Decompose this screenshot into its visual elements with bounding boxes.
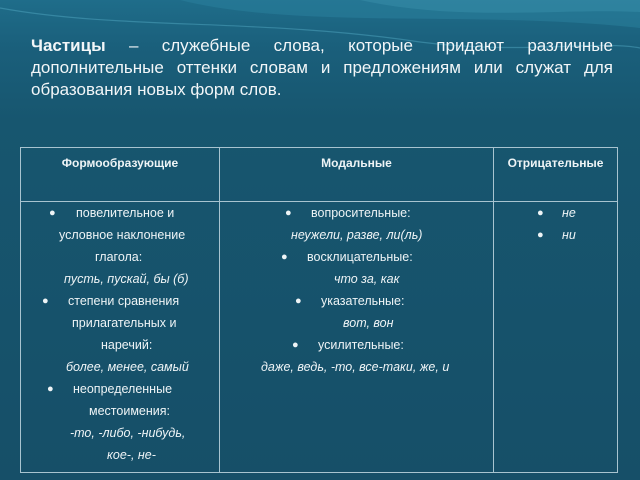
formative-item1-line3: глагола: bbox=[95, 250, 143, 264]
modal-item3-example: вот, вон bbox=[343, 316, 394, 330]
formative-item1-line1: повелительное и bbox=[76, 206, 175, 220]
particles-table bbox=[20, 147, 618, 473]
formative-item3-example2: кое-, не- bbox=[107, 448, 156, 462]
intro-term: Частицы bbox=[31, 36, 106, 55]
cell-negative bbox=[494, 202, 618, 473]
bullet-icon: ● bbox=[285, 207, 292, 219]
intro-paragraph bbox=[31, 35, 613, 101]
bullet-icon: ● bbox=[42, 295, 49, 307]
bullet-icon: ● bbox=[537, 229, 544, 241]
bullet-icon: ● bbox=[537, 207, 544, 219]
modal-item3: указательные: bbox=[321, 294, 405, 308]
modal-item1: вопросительные: bbox=[311, 206, 411, 220]
bullet-icon: ● bbox=[49, 207, 56, 219]
header-negative: Отрицательные bbox=[494, 148, 618, 202]
bullet-icon: ● bbox=[47, 383, 54, 395]
formative-item2-line2: прилагательных и bbox=[72, 316, 177, 330]
formative-item3-example1: -то, -либо, -нибудь, bbox=[70, 426, 186, 440]
bullet-icon: ● bbox=[281, 251, 288, 263]
formative-item1-example: пусть, пускай, бы (б) bbox=[64, 272, 189, 286]
bullet-icon: ● bbox=[292, 339, 299, 351]
formative-item3-line1: неопределенные bbox=[73, 382, 173, 396]
formative-item2-line1: степени сравнения bbox=[68, 294, 180, 308]
bullet-icon: ● bbox=[295, 295, 302, 307]
negative-item2: ни bbox=[562, 228, 576, 242]
modal-item4-example: даже, ведь, -то, все-таки, же, и bbox=[261, 360, 450, 374]
formative-item2-line3: наречий: bbox=[101, 338, 153, 352]
header-formative: Формообразующие bbox=[21, 148, 220, 202]
negative-item1: не bbox=[562, 206, 576, 220]
cell-modal bbox=[220, 202, 494, 473]
cell-formative bbox=[21, 202, 220, 473]
modal-item2-example: что за, как bbox=[334, 272, 400, 286]
intro-definition: – служебные слова, которые придают различные дополнительные оттенки словам и предложениям или служат для образования новых форм слов. bbox=[31, 36, 613, 99]
modal-item4: усилительные: bbox=[318, 338, 404, 352]
formative-item2-example: более, менее, самый bbox=[66, 360, 189, 374]
formative-item3-line2: местоимения: bbox=[89, 404, 170, 418]
modal-item1-example: неужели, разве, ли(ль) bbox=[291, 228, 423, 242]
formative-item1-line2: условное наклонение bbox=[59, 228, 186, 242]
header-modal: Модальные bbox=[220, 148, 494, 202]
modal-item2: восклицательные: bbox=[307, 250, 413, 264]
